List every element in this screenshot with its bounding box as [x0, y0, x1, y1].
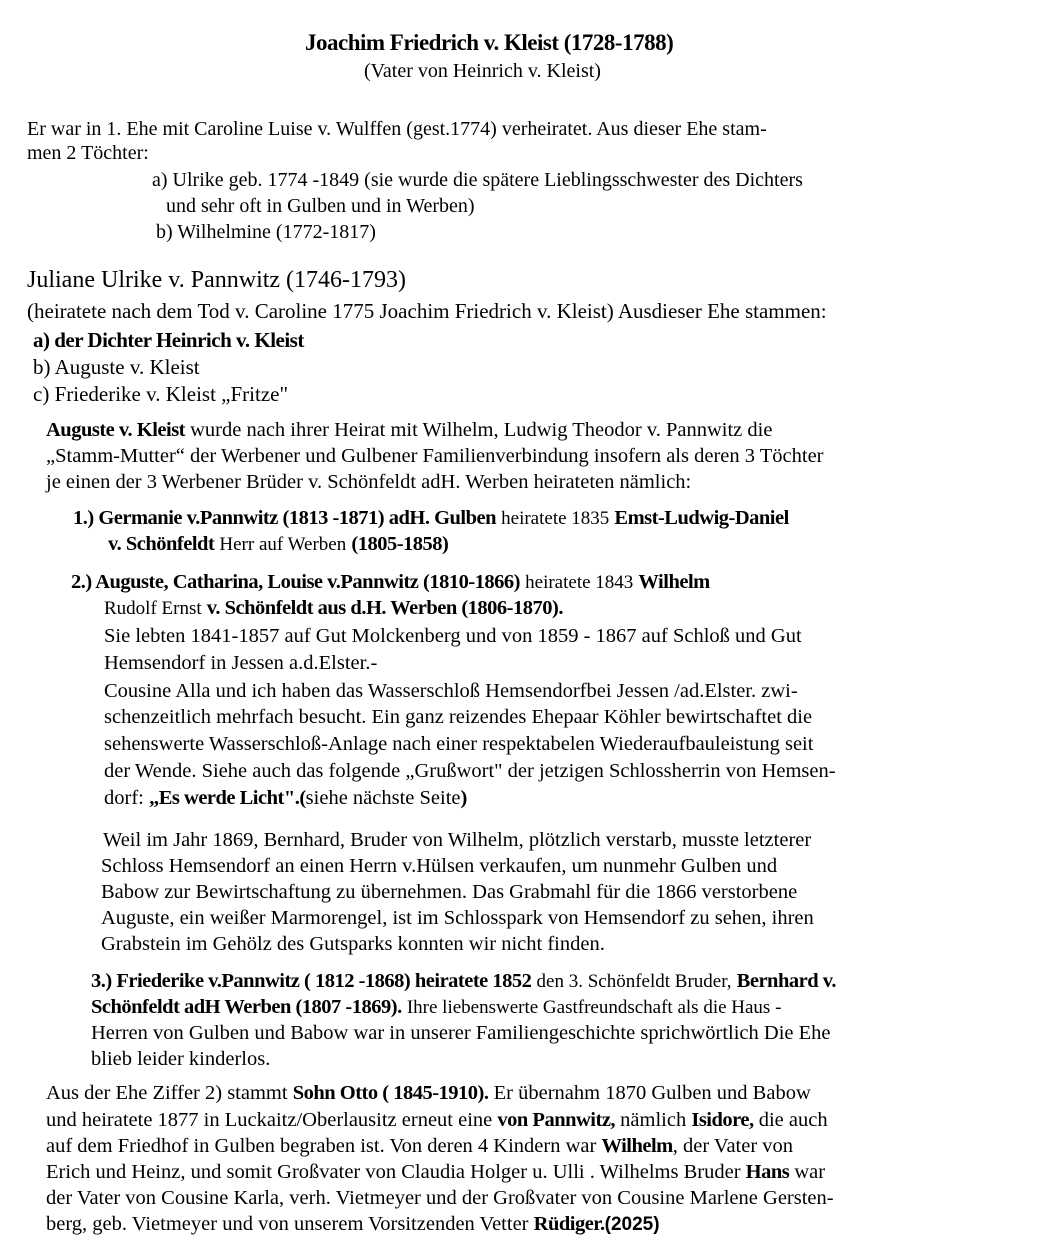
otto-l3-c: , der Vater von: [672, 1135, 794, 1157]
otto-name: Sohn Otto ( 1845-1910).: [292, 1082, 489, 1104]
auguste-line1-rest: wurde nach ihrer Heirat mit Wilhelm, Ludwig Theodor v. Pannwitz die: [190, 419, 773, 441]
daughter1-name: 1.) Germanie v.Pannwitz (1813 -1871) adH. Gulben: [73, 507, 497, 529]
daughter-b-line: b) Wilhelmine (1772-1817): [156, 221, 376, 243]
daughter2-text-2: Hemsendorf in Jessen a.d.Elster.-: [104, 652, 378, 674]
daughter2-dorf: dorf:: [104, 787, 144, 809]
otto-l1-a: Aus der Ehe Ziffer 2) stammt: [46, 1082, 288, 1104]
otto-line2: [46, 1110, 828, 1131]
daughter-a-line1: a) Ulrike geb. 1774 -1849 (sie wurde die spätere Lieblingsschwester des Dichters: [152, 169, 803, 191]
otto-l4-c: war: [794, 1161, 826, 1183]
otto-line1: [46, 1083, 811, 1104]
otto-l2-a: und heiratete 1877 in Luckaitz/Oberlausitz erneut eine: [46, 1109, 493, 1131]
otto-line6: [46, 1214, 660, 1235]
otto-l2-e: die auch: [758, 1109, 828, 1131]
daughter2-text-4: schenzeitlich mehrfach besucht. Ein ganz reizendes Ehepaar Köhler bewirtschaftet die: [104, 706, 813, 728]
daughter1-husband-surname: v. Schönfeldt: [108, 533, 215, 555]
daughter2-quote: „Es werde Licht".(: [148, 787, 306, 809]
auguste-line2: „Stamm-Mutter“ der Werbener und Gulbener Familienverbindung insofern als deren 3 Töchter: [46, 445, 824, 467]
daughter2-para2-2: Schloss Hemsendorf an einen Herrn v.Hülsen verkaufen, um nunmehr Gulben und: [101, 855, 778, 877]
daughter2-text-5: sehenswerte Wasserschloß-Anlage nach einer respektabelen Wiederaufbauleistung seit: [104, 733, 814, 755]
daughter2-husband-names: Rudolf Ernst: [104, 598, 202, 619]
auguste-line1: [46, 420, 772, 441]
daughter3-husband-surname: Schönfeldt adH Werben (1807 -1869).: [91, 996, 402, 1018]
daughter1-husband: Emst-Ludwig-Daniel: [614, 507, 789, 529]
daughter3-name: 3.) Friederike v.Pannwitz ( 1812 -1868) heiratete 1852: [91, 970, 532, 992]
daughter1-line1: [73, 508, 789, 529]
daughter3-husband: Bernhard v.: [736, 970, 836, 992]
otto-line5: der Vater von Cousine Karla, verh. Vietmeyer und der Großvater von Cousine Marlene Gersten-: [46, 1187, 834, 1209]
otto-l2-pannwitz: von Pannwitz,: [497, 1109, 616, 1131]
otto-l4-hans: Hans: [745, 1161, 790, 1183]
daughter3-line1: [91, 971, 836, 992]
daughter2-next-page: siehe nächste Seite: [305, 787, 461, 809]
daughter3-line3: Herren von Gulben und Babow war in unserer Familiengeschichte sprichwörtlich Die Ehe: [91, 1022, 831, 1044]
daughter1-line2: [108, 534, 448, 555]
daughter3-married: den 3. Schönfeldt Bruder,: [536, 971, 732, 992]
daughter-a-line2: und sehr oft in Gulben und in Werben): [166, 195, 475, 217]
daughter2-husband: Wilhelm: [638, 571, 710, 593]
otto-l4-a: Erich und Heinz, und somit Großvater von Claudia Holger u. Ulli . Wilhelms Bruder: [46, 1161, 741, 1183]
otto-l6-a: berg, geb. Vietmeyer und von unserem Vorsitzenden Vetter: [46, 1213, 529, 1235]
daughter2-text-6: der Wende. Siehe auch das folgende „Grußwort" der jetzigen Schlossherrin von Hemsen-: [104, 760, 836, 782]
daughter1-married: heiratete 1835: [501, 508, 610, 529]
daughter2-text-7: [104, 788, 467, 809]
daughter2-close-paren: ): [460, 787, 467, 809]
otto-l6-year: (2025): [604, 1214, 660, 1235]
otto-line4: [46, 1162, 825, 1183]
marriage1-line2: men 2 Töchter:: [27, 142, 149, 164]
otto-l6-ruediger: Rüdiger.: [533, 1213, 605, 1235]
daughter2-para2-4: Auguste, ein weißer Marmorengel, ist im Schlosspark von Hemsendorf zu sehen, ihren: [101, 907, 814, 929]
daughter2-para2-1: Weil im Jahr 1869, Bernhard, Bruder von Wilhelm, plötzlich verstarb, musste letzterer: [103, 829, 812, 851]
otto-l3-a: auf dem Friedhof in Gulben begraben ist. Von deren 4 Kindern war: [46, 1135, 597, 1157]
otto-line3: [46, 1136, 793, 1157]
daughter3-hospitality: Ihre liebenswerte Gastfreundschaft als die Haus -: [406, 997, 782, 1018]
child-b: b) Auguste v. Kleist: [33, 355, 200, 379]
wife2-intro: (heiratete nach dem Tod v. Caroline 1775 Joachim Friedrich v. Kleist) Ausdieser Ehe stammen:: [27, 299, 827, 323]
otto-l1-c: Er übernahm 1870 Gulben und Babow: [493, 1082, 811, 1104]
daughter1-husband-title: Herr auf Werben: [219, 534, 347, 555]
child-a: a) der Dichter Heinrich v. Kleist: [33, 328, 304, 352]
daughter2-para2-3: Babow zur Bewirtschaftung zu übernehmen. Das Grabmahl für die 1866 verstorbene: [101, 881, 798, 903]
daughter2-text-1: Sie lebten 1841-1857 auf Gut Molckenberg und von 1859 - 1867 auf Schloß und Gut: [104, 625, 802, 647]
marriage1-line1: Er war in 1. Ehe mit Caroline Luise v. Wulffen (gest.1774) verheiratet. Aus dieser Ehe stam-: [27, 118, 767, 140]
daughter2-name: 2.) Auguste, Catharina, Louise v.Pannwitz (1810-1866): [71, 571, 521, 593]
daughter2-text-3: Cousine Alla und ich haben das Wasserschloß Hemsendorfbei Jessen /ad.Elster. zwi-: [104, 680, 798, 702]
otto-l2-isidore: Isidore,: [691, 1109, 754, 1131]
otto-l3-wilhelm: Wilhelm: [601, 1135, 673, 1157]
page-title: Joachim Friedrich v. Kleist (1728-1788): [305, 30, 674, 55]
daughter2-married: heiratete 1843: [525, 572, 634, 593]
daughter2-line1: [71, 572, 710, 593]
wife2-heading: Juliane Ulrike v. Pannwitz (1746-1793): [27, 267, 407, 293]
daughter3-line2: [91, 997, 781, 1018]
auguste-name: Auguste v. Kleist: [46, 419, 185, 441]
daughter2-husband-surname: v. Schönfeldt aus d.H. Werben (1806-1870).: [206, 597, 563, 619]
auguste-line3: je einen der 3 Werbener Brüder v. Schönfeldt adH. Werben heirateten nämlich:: [46, 471, 692, 493]
daughter2-line2: [104, 598, 563, 619]
daughter3-line4: blieb leider kinderlos.: [91, 1048, 271, 1070]
daughter1-husband-years: (1805-1858): [351, 533, 449, 555]
daughter2-para2-5: Grabstein im Gehölz des Gutsparks konnten wir nicht finden.: [101, 933, 605, 955]
page-subtitle: (Vater von Heinrich v. Kleist): [364, 60, 601, 82]
child-c: c) Friederike v. Kleist „Fritze": [33, 382, 289, 406]
otto-l2-c: nämlich: [620, 1109, 687, 1131]
